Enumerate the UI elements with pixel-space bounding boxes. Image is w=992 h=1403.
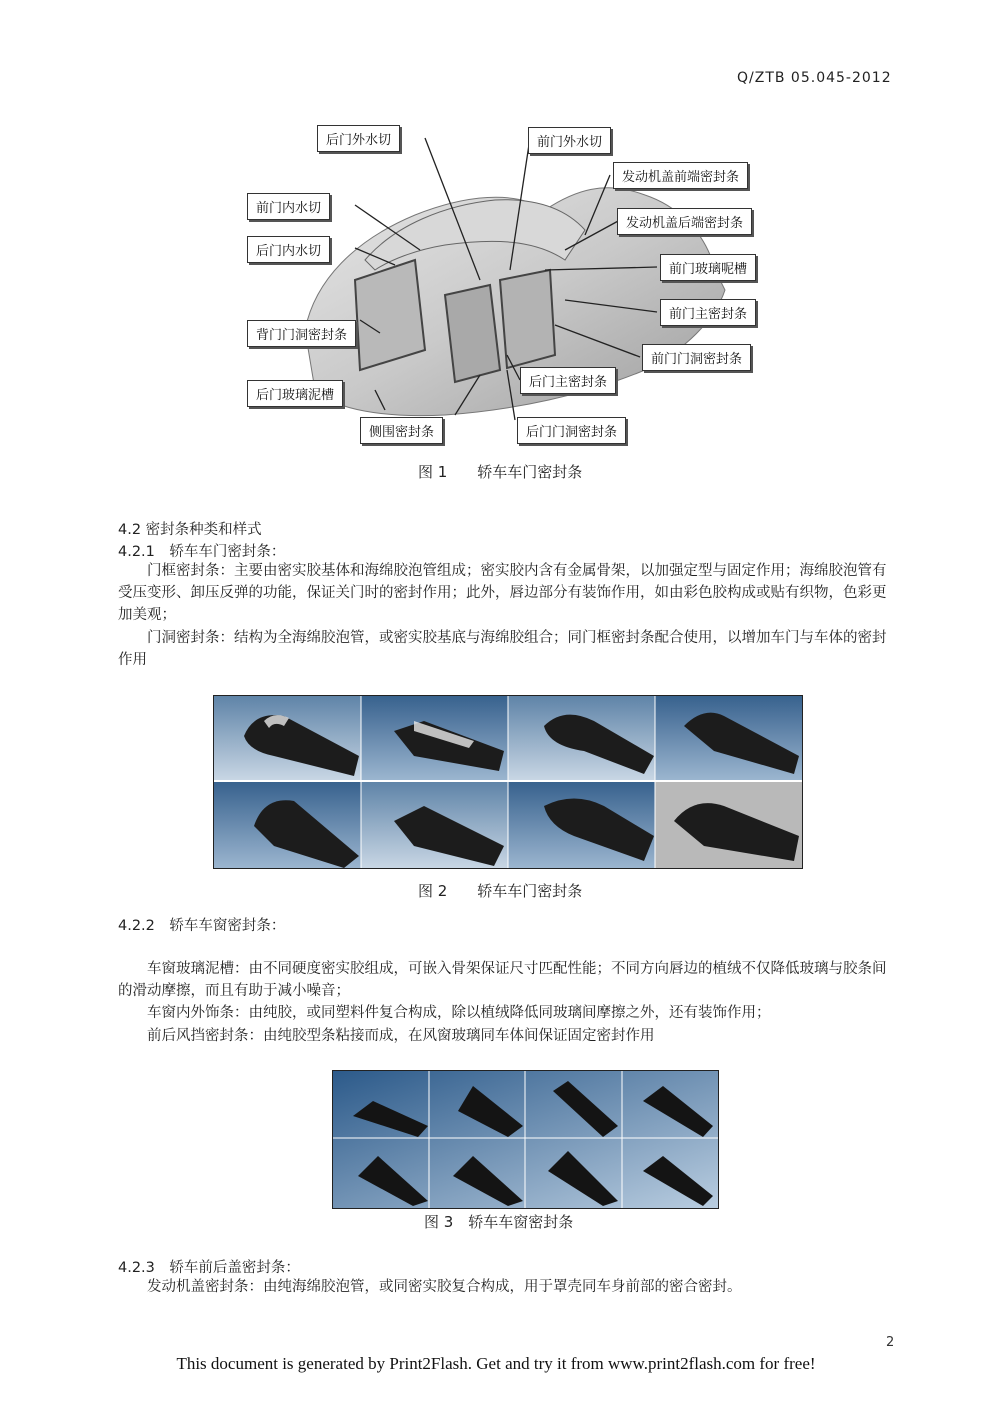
label-rear-door-inner-belt: 后门内水切 xyxy=(247,236,330,263)
label-front-door-outer-belt: 前门外水切 xyxy=(528,127,611,154)
section-4-2-3-para1: 发动机盖密封条：由纯海绵胶泡管，或同密实胶复合构成，用于罩壳同车身前部的密合密封。 xyxy=(118,1279,742,1295)
section-4-2-1-para2: 门洞密封条：结构为全海绵胶泡管，或密实胶基底与海绵胶组合；同门框密封条配合使用，以增加车门与车体的密封作用 xyxy=(118,630,887,668)
section-4-2-1-title: 4.2.1 轿车车门密封条： xyxy=(118,544,286,560)
document-number: Q/ZTB 05.045-2012 xyxy=(737,70,892,86)
figure3-caption: 图 3 轿车车窗密封条 xyxy=(424,1213,574,1231)
section-4-2-2-title: 4.2.2 轿车车窗密封条： xyxy=(118,918,286,934)
section-4-2-1-para1: 门框密封条：主要由密实胶基体和海绵胶泡管组成；密实胶内含有金属骨架，以加强定型与固定作用；海绵胶泡管有受压变形、卸压反弹的功能，保证关门时的密封作用；此外，唇边部分有装饰作用，如由彩色胶构成或贴有织物，色彩更加美观； xyxy=(118,563,887,623)
window-seal-photos xyxy=(333,1071,718,1208)
figure2-photo-grid xyxy=(213,695,803,869)
label-side-frame-seal: 侧围密封条 xyxy=(360,417,443,444)
section-4-2-3-title: 4.2.3 轿车前后盖密封条： xyxy=(118,1260,300,1276)
label-rear-door-opening-seal: 后门门洞密封条 xyxy=(517,417,626,444)
label-hood-rear-seal: 发动机盖后端密封条 xyxy=(617,208,752,235)
label-front-door-opening-seal: 前门门洞密封条 xyxy=(642,344,751,371)
section-4-2-2-para3: 前后风挡密封条：由纯胶型条粘接而成，在风窗玻璃同车体间保证固定密封作用 xyxy=(118,1028,655,1044)
label-rear-door-outer-belt: 后门外水切 xyxy=(317,125,400,152)
figure1-caption: 图 1 轿车车门密封条 xyxy=(418,463,583,481)
figure1-diagram xyxy=(245,120,775,455)
section-4-2-2-para1: 车窗玻璃泥槽：由不同硬度密实胶组成，可嵌入骨架保证尺寸匹配性能；不同方向唇边的植绒不仅降低玻璃与胶条间的滑动摩擦，而且有助于减小噪音； xyxy=(118,961,887,999)
label-rear-door-glass-run: 后门玻璃泥槽 xyxy=(247,380,343,407)
label-back-door-opening-seal: 背门门洞密封条 xyxy=(247,320,356,347)
label-front-door-glass-run: 前门玻璃呢槽 xyxy=(660,254,756,281)
figure2-caption: 图 2 轿车车门密封条 xyxy=(418,882,583,900)
door-seal-photos xyxy=(214,696,802,868)
figure3-photo-grid xyxy=(332,1070,719,1209)
section-4-2-title: 4.2 密封条种类和样式 xyxy=(118,522,262,538)
label-front-door-primary-seal: 前门主密封条 xyxy=(660,299,756,326)
label-hood-front-seal: 发动机盖前端密封条 xyxy=(613,162,748,189)
label-front-door-inner-belt: 前门内水切 xyxy=(247,193,330,220)
section-4-2-2-para2: 车窗内外饰条：由纯胶，或同塑料件复合构成，除以植绒降低同玻璃间摩擦之外，还有装饰作用； xyxy=(118,1005,771,1021)
page-number: 2 xyxy=(886,1335,895,1350)
footer-note: This document is generated by Print2Flash. Get and try it from www.print2flash.com for free! xyxy=(176,1354,816,1373)
label-rear-door-primary-seal: 后门主密封条 xyxy=(520,367,616,394)
